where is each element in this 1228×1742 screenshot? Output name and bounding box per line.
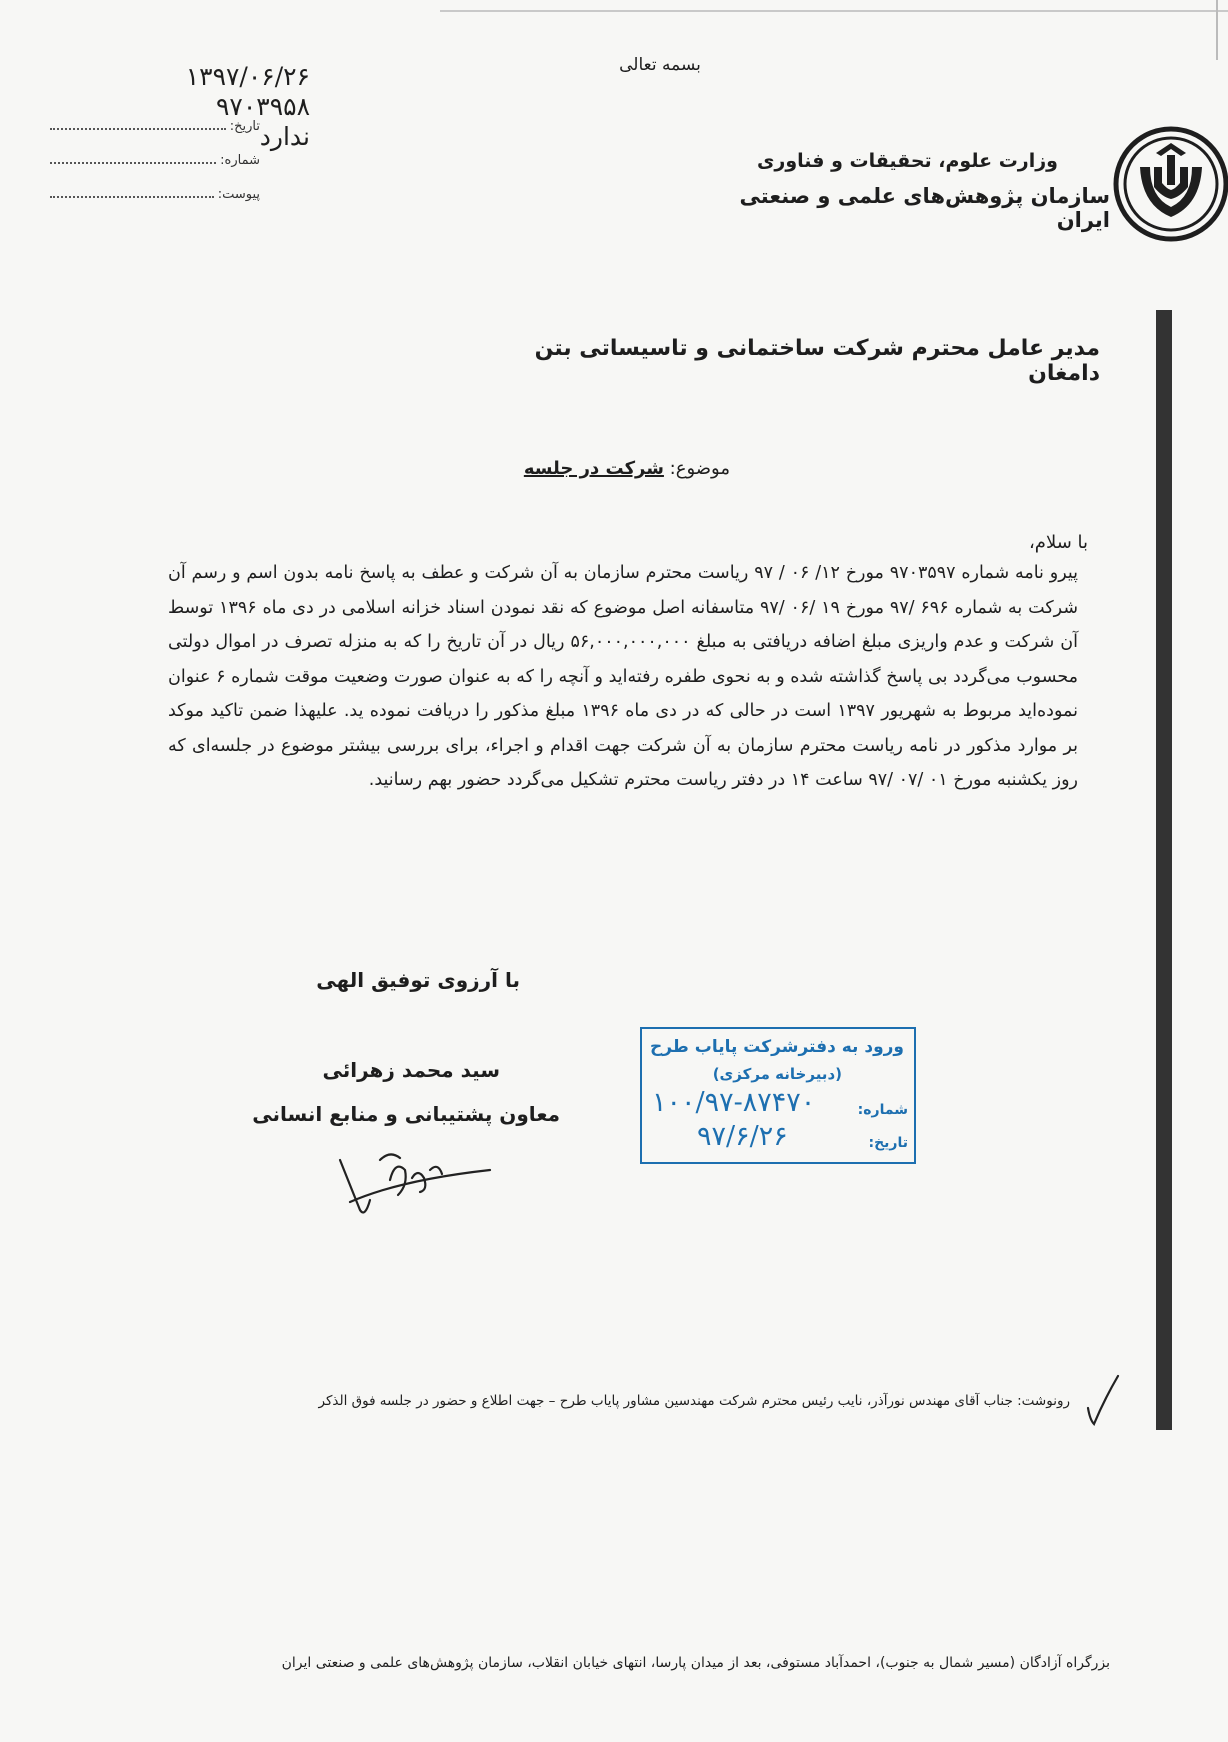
letter-margin-bar	[1156, 310, 1172, 1430]
subject-line	[420, 458, 730, 479]
dotted-line	[50, 162, 216, 164]
organization-name: سازمان پژوهش‌های علمی و صنعتی ایران	[739, 184, 1110, 232]
signer-name: سید محمد زهرائی	[322, 1058, 500, 1082]
received-stamp	[640, 1027, 916, 1164]
subject-label: موضوع:	[669, 458, 730, 479]
date-label: تاریخ:	[229, 119, 260, 134]
scan-edge	[440, 0, 1228, 12]
handwritten-signature	[320, 1140, 500, 1230]
basmala: بسمه تعالی	[619, 55, 701, 75]
number-label: شماره:	[220, 153, 260, 168]
closing: با آرزوی توفیق الهی	[316, 968, 520, 992]
scan-edge	[1216, 0, 1228, 60]
dotted-line	[50, 128, 226, 130]
ministry-header	[700, 150, 1110, 232]
date-field	[50, 100, 260, 134]
meta-fields	[50, 100, 260, 202]
number-field	[50, 134, 260, 168]
stamp-title: ورود به دفترشرکت پایاب طرح	[649, 1037, 904, 1057]
stamp-number-value: ۱۰۰/۹۷-۸۷۴۷۰	[652, 1087, 816, 1118]
recipient: مدیر عامل محترم شرکت ساختمانی و تاسیساتی بتن دامغان	[534, 336, 1100, 386]
stamp-date-label: تاریخ:	[868, 1135, 908, 1151]
letter-body: پیرو نامه شماره ۹۷۰۳۵۹۷ مورخ ۱۲/ ۰۶ / ۹۷ ریاست محترم سازمان به آن شرکت و عطف به پاسخ نامه بدون اسم و رسم آن شرکت به شماره ۶۹۶ /۹۷ مورخ ۱۹ /۰۶ /۹۷ متاسفانه اصل موضوع که نقد نمودن اسناد خزانه اسلامی در دی ماه ۱۳۹۶ توسط آن شرکت و عدم واریزی مبلغ اضافه دریافتی به مبلغ ۵۶,۰۰۰,۰۰۰,۰۰۰ ریال در آن تاریخ را که به منزله تصرف در اموال دولتی محسوب می‌گردد بی پاسخ گذاشته شده و به نحوی طفره رفته‌اید و آنچه را که به عنوان صورت وضعیت موقت شماره ۶ عنوان نموده‌اید مربوط به شهریور ۱۳۹۷ است در حالی که در دی ماه ۱۳۹۶ مبلغ مذکور را دریافت نموده ید. علیهذا ضمن تاکید موکد بر موارد مذکور در نامه ریاست محترم سازمان به آن شرکت جهت اقدام و اجراء، برای بررسی بیشتر موضوع در جلسه‌ای که روز یکشنبه مورخ ۰۱ /۰۷ /۹۷ ساعت ۱۴ در دفتر ریاست محترم تشکیل می‌گردد حضور بهم رسانید.	[168, 563, 1078, 790]
greeting: با سلام،	[1029, 532, 1088, 553]
attachment-label: پیوست:	[217, 187, 260, 202]
signer-title: معاون پشتیبانی و منابع انسانی	[252, 1102, 560, 1126]
attachment-value: ندارد	[259, 122, 310, 151]
dotted-line	[50, 196, 214, 198]
date-value: ۱۳۹۷/۰۶/۲۶	[185, 62, 310, 91]
stamp-subtitle: (دبیرخانه مرکزی)	[712, 1065, 842, 1083]
stamp-date-value: ۹۷/۶/۲۶	[697, 1121, 788, 1152]
ministry-name: وزارت علوم، تحقیقات و فناوری	[756, 150, 1058, 172]
irost-emblem-icon	[1112, 125, 1228, 243]
footer-address: بزرگراه آزادگان (مسیر شمال به جنوب)، احمدآباد مستوفی، بعد از میدان پارسا، انتهای خیابان انقلاب، سازمان پژوهش‌های علمی و صنعتی ایران	[281, 1655, 1110, 1671]
number-value: ۹۷۰۳۹۵۸	[216, 92, 310, 121]
carbon-copy: رونوشت: جناب آقای مهندس نورآذر، نایب رئیس محترم شرکت مهندسین مشاور پایاب طرح – جهت اطلاع و حضور در جلسه فوق الذکر	[318, 1393, 1070, 1409]
subject-value: شرکت در جلسه	[523, 458, 664, 479]
stamp-number-label: شماره:	[857, 1102, 908, 1118]
checkmark-icon	[1082, 1370, 1122, 1430]
attachment-field	[50, 168, 260, 202]
